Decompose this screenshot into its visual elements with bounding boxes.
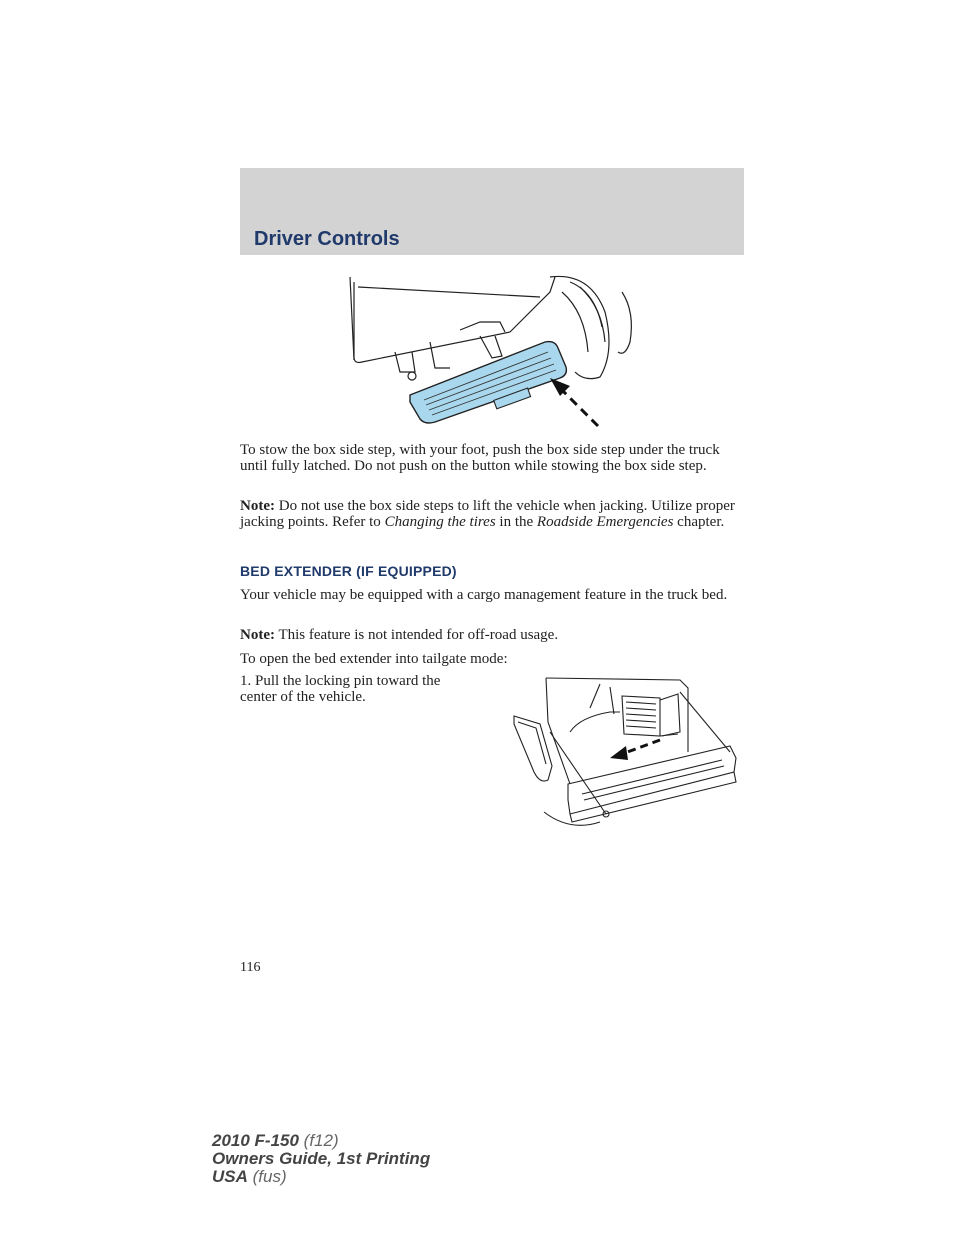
note-text-c: chapter.: [673, 514, 725, 530]
stow-step-paragraph: To stow the box side step, with your foot, push the box side step under the truck until fully latched. Do not push on the button while stowing the box side step.: [240, 442, 720, 474]
footer-line-3: USA (fus): [212, 1167, 287, 1186]
note-jacking-paragraph: [240, 498, 740, 530]
open-extender-intro: To open the bed extender into tailgate mode:: [240, 651, 508, 667]
page-number: 116: [240, 960, 261, 975]
footer-line-1: 2010 F-150 (f12): [212, 1131, 339, 1150]
box-side-step-illustration: [340, 272, 640, 434]
changing-tires-reference: Changing the tires: [384, 514, 496, 530]
section-title: Driver Controls: [254, 228, 400, 250]
note-label: Note:: [240, 498, 275, 514]
note-text: Do not use the box side steps to lift the vehicle when jacking. Utilize proper jacking points. Refer to: [240, 498, 735, 530]
bed-extender-illustration: [510, 672, 740, 838]
bed-extender-heading: BED EXTENDER (IF EQUIPPED): [240, 563, 457, 579]
document-footer: [212, 1132, 430, 1186]
roadside-emergencies-reference: Roadside Emergencies: [536, 514, 674, 530]
vehicle-feature-paragraph: Your vehicle may be equipped with a cargo management feature in the truck bed.: [240, 587, 728, 603]
note-text-b: in the: [495, 514, 537, 530]
section-header-band: [240, 168, 744, 255]
step-1-instruction: 1. Pull the locking pin toward the center of the vehicle.: [240, 673, 441, 705]
note-label: Note:: [240, 627, 275, 643]
footer-line-2: Owners Guide, 1st Printing: [212, 1149, 431, 1168]
note-offroad-paragraph: [240, 627, 740, 643]
note-text: This feature is not intended for off-road usage.: [274, 627, 559, 643]
